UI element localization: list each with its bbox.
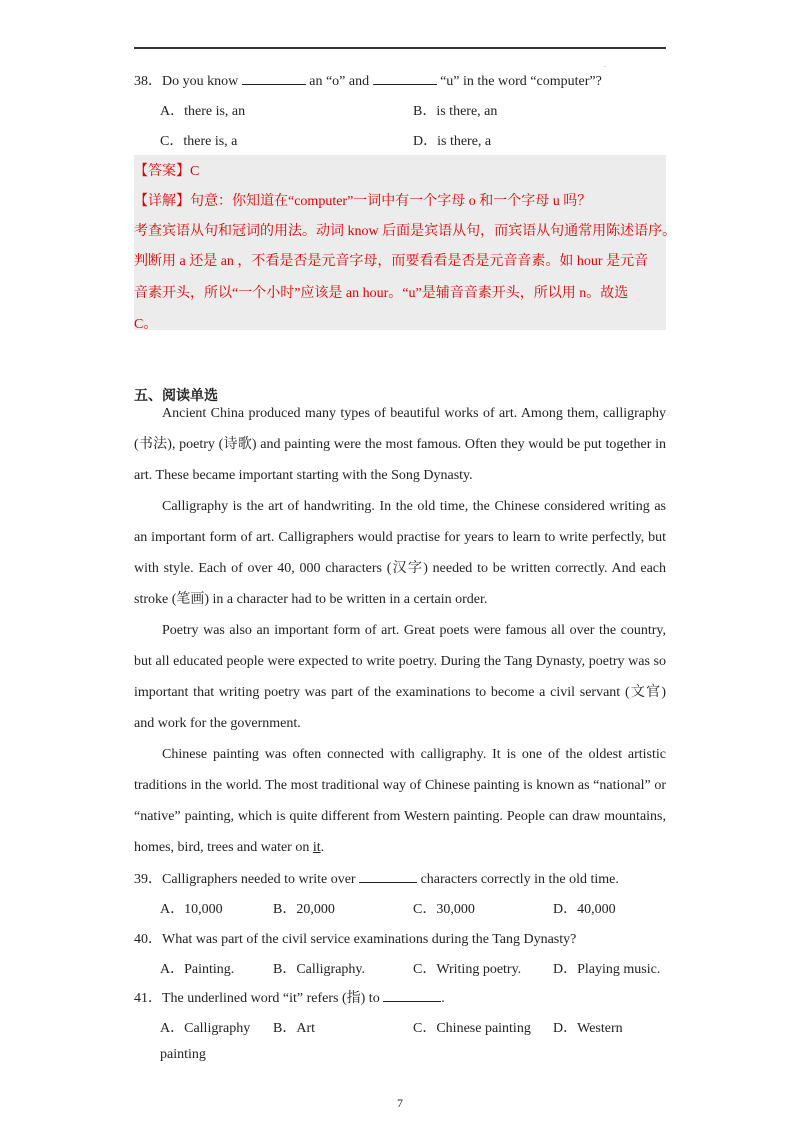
option-d: D．Western — [553, 1021, 623, 1036]
option-c: C．Chinese painting — [413, 1021, 531, 1036]
answer-blank — [373, 84, 437, 85]
option-c: C．there is, a — [160, 134, 238, 149]
explanation-line: C。 — [134, 317, 158, 332]
option-a: A．Painting. — [160, 962, 235, 977]
option-a: A．10,000 — [160, 902, 223, 917]
question-38: 38．Do you know an “o” and “u” in the word “computer”? — [134, 74, 602, 89]
explanation-line: 判断用 a 还是 an ，不看是否是元音字母，而要看看是否是元音音素。如 hour 是元音 — [134, 254, 649, 269]
option-b: B．Art — [273, 1021, 315, 1036]
option-d-continued: painting — [160, 1047, 206, 1062]
option-b: B．is there, an — [413, 104, 498, 119]
question-41: 41．The underlined word “it” refers (指) to . — [134, 991, 445, 1006]
passage-paragraph: Calligraphy is the art of handwriting. In the old time, the Chinese considered writing as an important form of art. Calligraphers would practise for years to learn to write perfectly, but with style. Each of over 40, 000 characters (汉字) needed to be written correctly. And each stroke (笔画) in a character had to be written in a certain order. — [134, 499, 666, 607]
option-d: D．is there, a — [413, 134, 492, 149]
answer-label: 【答案】C — [134, 164, 200, 179]
option-c: C．30,000 — [413, 902, 475, 917]
option-b: B．Calligraphy. — [273, 962, 366, 977]
question-39: 39．Calligraphers needed to write over characters correctly in the old time. — [134, 872, 619, 887]
option-a: A．there is, an — [160, 104, 246, 119]
underlined-word: it — [312, 840, 321, 855]
answer-blank — [359, 882, 417, 883]
question-number: 38． — [134, 74, 162, 89]
question-number: 40． — [134, 932, 162, 947]
question-number: 41． — [134, 991, 162, 1006]
passage-paragraph: Chinese painting was often connected with calligraphy. It is one of the oldest artistic traditions in the world. The most traditional way of Chinese painting is known as “national” or “native” painting, which is quite different from Western painting. People can draw mountains, homes, bird, trees and water on it. — [134, 747, 666, 855]
explanation-line: 【详解】句意：你知道在“computer”一词中有一个字母 o 和一个字母 u 吗？ — [134, 194, 592, 209]
option-a: A．Calligraphy — [160, 1021, 251, 1036]
option-d: D．40,000 — [553, 902, 616, 917]
section-title: 五、阅读单选 — [134, 388, 218, 404]
passage-paragraph: Poetry was also an important form of art. Great poets were famous all over the country, but all educated people were expected to write poetry. During the Tang Dynasty, poetry was so important that writing poetry was part of the examinations to become a civil servant (文官) and work for the government. — [134, 623, 666, 731]
answer-box — [134, 155, 666, 330]
page-number: 7 — [397, 1096, 403, 1110]
answer-blank — [383, 1001, 441, 1002]
header-rule — [134, 47, 666, 49]
question-number: 39． — [134, 872, 162, 887]
option-d: D．Playing music. — [553, 962, 661, 977]
reading-passage — [134, 398, 666, 863]
answer-blank — [242, 84, 306, 85]
option-b: B．20,000 — [273, 902, 335, 917]
option-c: C．Writing poetry. — [413, 962, 522, 977]
passage-paragraph: Ancient China produced many types of beautiful works of art. Among them, calligraphy (书法), poetry (诗歌) and painting were the most famous. Often they would be put together in art. These became important starting with the Song Dynasty. — [134, 406, 666, 483]
header-mark: . — [604, 60, 606, 69]
question-40: 40．What was part of the civil service examinations during the Tang Dynasty? — [134, 932, 577, 947]
explanation-line: 音素开头，所以“一个小时”应该是 an hour。“u”是辅音音素开头，所以用 n。故选 — [134, 286, 629, 301]
explanation-line: 考查宾语从句和冠词的用法。动词 know 后面是宾语从句，而宾语从句通常用陈述语序。 — [134, 224, 677, 239]
